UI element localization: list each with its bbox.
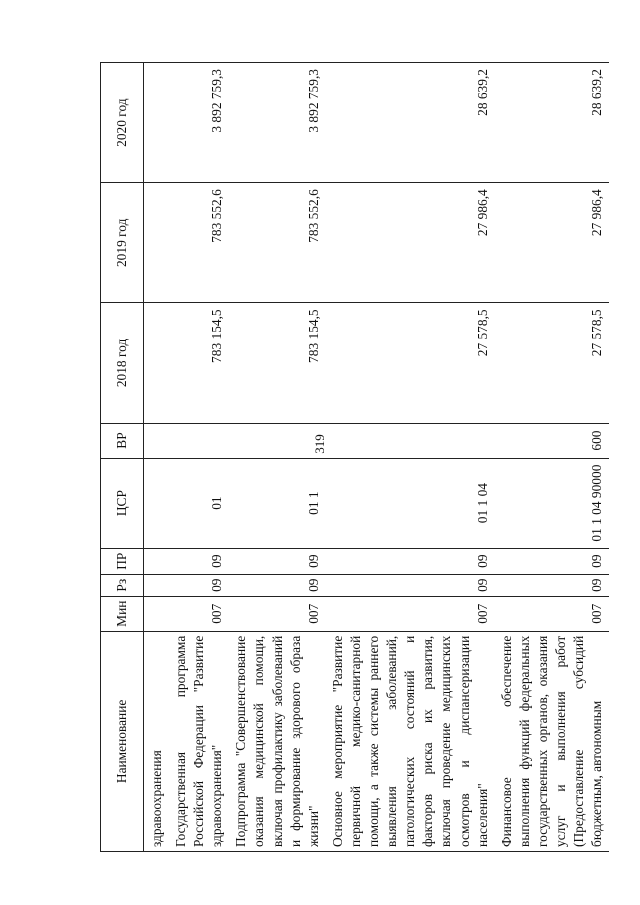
header-2019: 2019 год — [101, 183, 144, 303]
row-2018: 27 578,5 — [495, 303, 610, 423]
row-2020 — [144, 63, 170, 183]
row-csr — [144, 458, 170, 548]
row-vr — [326, 423, 495, 458]
page-number: 319 — [312, 434, 327, 454]
row-vr — [144, 423, 170, 458]
row-min: 007 — [229, 596, 325, 631]
budget-table — [100, 62, 609, 852]
row-min — [144, 596, 170, 631]
table-row — [229, 63, 325, 852]
row-rz: 09 — [229, 574, 325, 596]
row-2019 — [144, 183, 170, 303]
row-2020: 3 892 759,3 — [229, 63, 325, 183]
table-row — [144, 63, 170, 852]
row-2018: 27 578,5 — [326, 303, 495, 423]
row-csr: 01 1 04 90000 — [495, 458, 610, 548]
row-rz: 09 — [169, 574, 229, 596]
row-csr: 01 1 — [229, 458, 325, 548]
row-2020: 28 639,2 — [326, 63, 495, 183]
header-rz: Рз — [101, 574, 144, 596]
row-2018 — [144, 303, 170, 423]
row-vr — [169, 423, 229, 458]
row-2019: 783 552,6 — [169, 183, 229, 303]
row-2018: 783 154,5 — [229, 303, 325, 423]
row-min: 007 — [326, 596, 495, 631]
row-pr: 09 — [169, 548, 229, 574]
row-min: 007 — [169, 596, 229, 631]
table-row — [169, 63, 229, 852]
row-pr: 09 — [229, 548, 325, 574]
row-csr: 01 — [169, 458, 229, 548]
row-2019: 27 986,4 — [495, 183, 610, 303]
row-name: Основное мероприятие "Развитие первичной медико-санитарной помощи, а также системы раннего выявления заболеваний, патологических состояний и факторов риска их развития, включая проведение медицинских осмотров и диспансеризации населения" — [326, 631, 495, 851]
row-rz: 09 — [326, 574, 495, 596]
row-vr — [229, 423, 325, 458]
header-name: Наименование — [101, 631, 144, 851]
header-2018: 2018 год — [101, 303, 144, 423]
row-name: Финансовое обеспечение выполнения функций федеральных государственных органов, оказания услуг и выполнения работ (Предоставление субсидий бюджетным, автономным — [495, 631, 610, 851]
row-name: Подпрограмма "Совершенствование оказания медицинской помощи, включая профилактику заболеваний и формирование здорового образа жизни" — [229, 631, 325, 851]
row-rz — [144, 574, 170, 596]
header-csr: ЦСР — [101, 458, 144, 548]
row-rz: 09 — [495, 574, 610, 596]
rotated-table-container — [100, 62, 605, 852]
header-pr: ПР — [101, 548, 144, 574]
row-2020: 28 639,2 — [495, 63, 610, 183]
row-2019: 27 986,4 — [326, 183, 495, 303]
row-csr: 01 1 04 — [326, 458, 495, 548]
row-pr — [144, 548, 170, 574]
header-min: Мин — [101, 596, 144, 631]
row-vr: 600 — [495, 423, 610, 458]
header-2020: 2020 год — [101, 63, 144, 183]
row-pr: 09 — [495, 548, 610, 574]
table-row — [326, 63, 495, 852]
row-2019: 783 552,6 — [229, 183, 325, 303]
row-pr: 09 — [326, 548, 495, 574]
row-name: здравоохранения — [144, 631, 170, 851]
table-row — [495, 63, 610, 852]
table-header-row — [101, 63, 144, 852]
row-2020: 3 892 759,3 — [169, 63, 229, 183]
header-vr: ВР — [101, 423, 144, 458]
row-2018: 783 154,5 — [169, 303, 229, 423]
row-min: 007 — [495, 596, 610, 631]
row-name: Государственная программа Российской Федерации "Развитие здравоохранения" — [169, 631, 229, 851]
